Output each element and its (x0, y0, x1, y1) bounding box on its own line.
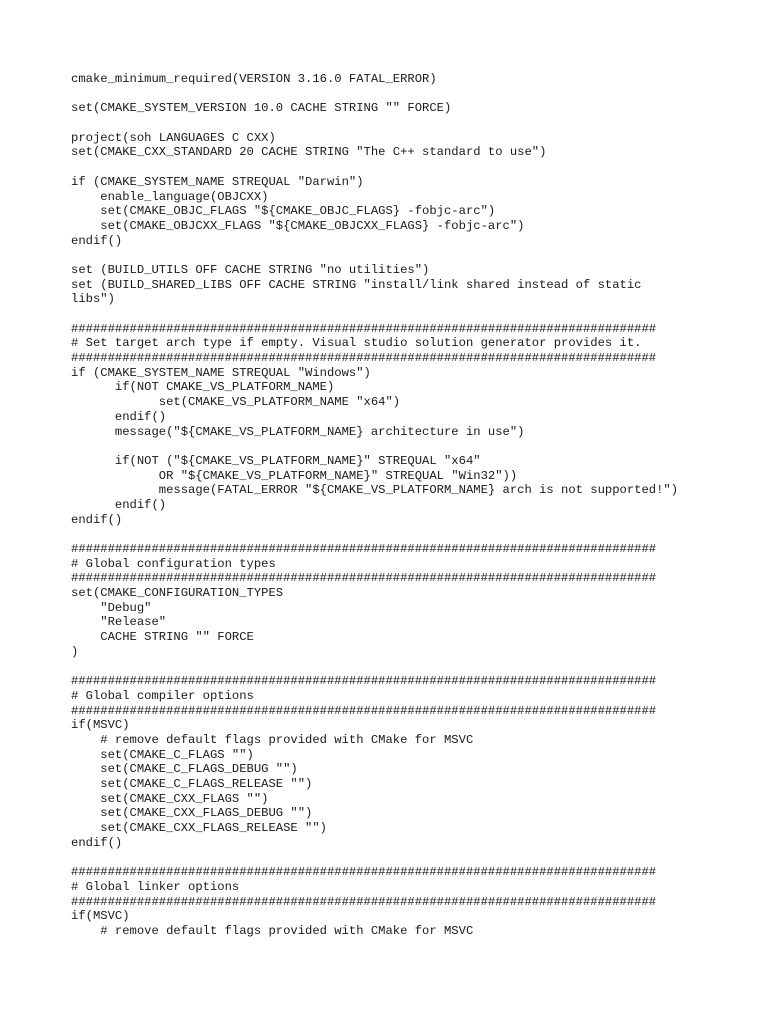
code-line: set(CMAKE_CXX_FLAGS_DEBUG "") (71, 806, 313, 821)
code-line: project(soh LANGUAGES C CXX) (71, 130, 276, 145)
code-line: set(CMAKE_OBJC_FLAGS "${CMAKE_OBJC_FLAGS} -fobjc-arc") (71, 204, 496, 219)
code-listing (71, 72, 761, 939)
code-line: message("${CMAKE_VS_PLATFORM_NAME} architecture in use") (71, 424, 525, 439)
code-line: set(CMAKE_C_FLAGS_DEBUG "") (71, 762, 298, 777)
code-line: if (CMAKE_SYSTEM_NAME STREQUAL "Darwin") (71, 174, 364, 189)
code-line: ################################################################################ (71, 571, 657, 586)
code-line: set (BUILD_UTILS OFF CACHE STRING "no utilities") (71, 262, 430, 277)
code-line: set (BUILD_SHARED_LIBS OFF CACHE STRING "install/link shared instead of static (71, 277, 642, 292)
code-line: ) (71, 644, 79, 659)
code-line: endif() (71, 497, 167, 512)
code-line: CACHE STRING "" FORCE (71, 630, 254, 645)
code-line: set(CMAKE_C_FLAGS_RELEASE "") (71, 777, 313, 791)
code-line: set(CMAKE_CXX_FLAGS "") (71, 791, 269, 806)
code-line: set(CMAKE_CONFIGURATION_TYPES (71, 586, 284, 601)
code-line: if(NOT CMAKE_VS_PLATFORM_NAME) (71, 380, 335, 395)
code-line: message(FATAL_ERROR "${CMAKE_VS_PLATFORM_NAME} arch is not supported!") (71, 483, 679, 498)
code-line: # remove default flags provided with CMake for MSVC (71, 923, 474, 938)
code-line: set(CMAKE_OBJCXX_FLAGS "${CMAKE_OBJCXX_FLAGS} -fobjc-arc") (71, 218, 525, 233)
code-line: "Debug" (71, 600, 152, 615)
blank-line (71, 248, 761, 263)
code-line: endif() (71, 512, 123, 527)
code-line: set(CMAKE_VS_PLATFORM_NAME "x64") (71, 395, 401, 410)
code-line: if(MSVC) (71, 718, 130, 733)
blank-line (71, 439, 761, 454)
blank-line (71, 87, 761, 102)
code-line: # Global linker options (71, 879, 240, 894)
code-line: set(CMAKE_CXX_STANDARD 20 CACHE STRING "The C++ standard to use") (71, 145, 547, 160)
code-line: # Global compiler options (71, 688, 254, 703)
code-line: "Release" (71, 615, 167, 630)
code-line: libs") (71, 292, 115, 307)
code-line: ################################################################################ (71, 865, 657, 880)
code-line: # Global configuration types (71, 556, 276, 571)
code-line: set(CMAKE_SYSTEM_VERSION 10.0 CACHE STRING "" FORCE) (71, 101, 452, 116)
code-line: if(MSVC) (71, 909, 130, 924)
blank-line (71, 307, 761, 322)
blank-line (71, 660, 761, 675)
blank-line (71, 116, 761, 131)
code-line: enable_language(OBJCXX) (71, 189, 269, 204)
code-line: ################################################################################ (71, 894, 657, 909)
code-line: if(NOT ("${CMAKE_VS_PLATFORM_NAME}" STREQUAL "x64" (71, 453, 481, 468)
blank-line (71, 850, 761, 865)
code-line: ################################################################################ (71, 542, 657, 556)
blank-line (71, 527, 761, 542)
code-line: # remove default flags provided with CMake for MSVC (71, 732, 474, 747)
code-line: endif() (71, 835, 123, 850)
code-line: cmake_minimum_required(VERSION 3.16.0 FATAL_ERROR) (71, 72, 437, 86)
code-line: set(CMAKE_C_FLAGS "") (71, 747, 254, 762)
code-line: ################################################################################ (71, 674, 657, 689)
code-line: endif() (71, 409, 167, 424)
code-line: endif() (71, 233, 123, 248)
code-line: ################################################################################ (71, 351, 657, 366)
code-line: set(CMAKE_CXX_FLAGS_RELEASE "") (71, 821, 327, 836)
code-line: # Set target arch type if empty. Visual studio solution generator provides it. (71, 336, 642, 351)
code-line: if (CMAKE_SYSTEM_NAME STREQUAL "Windows") (71, 365, 371, 380)
code-line: ################################################################################ (71, 321, 657, 336)
blank-line (71, 160, 761, 175)
code-line: ################################################################################ (71, 703, 657, 718)
code-line: OR "${CMAKE_VS_PLATFORM_NAME}" STREQUAL "Win32")) (71, 468, 518, 483)
